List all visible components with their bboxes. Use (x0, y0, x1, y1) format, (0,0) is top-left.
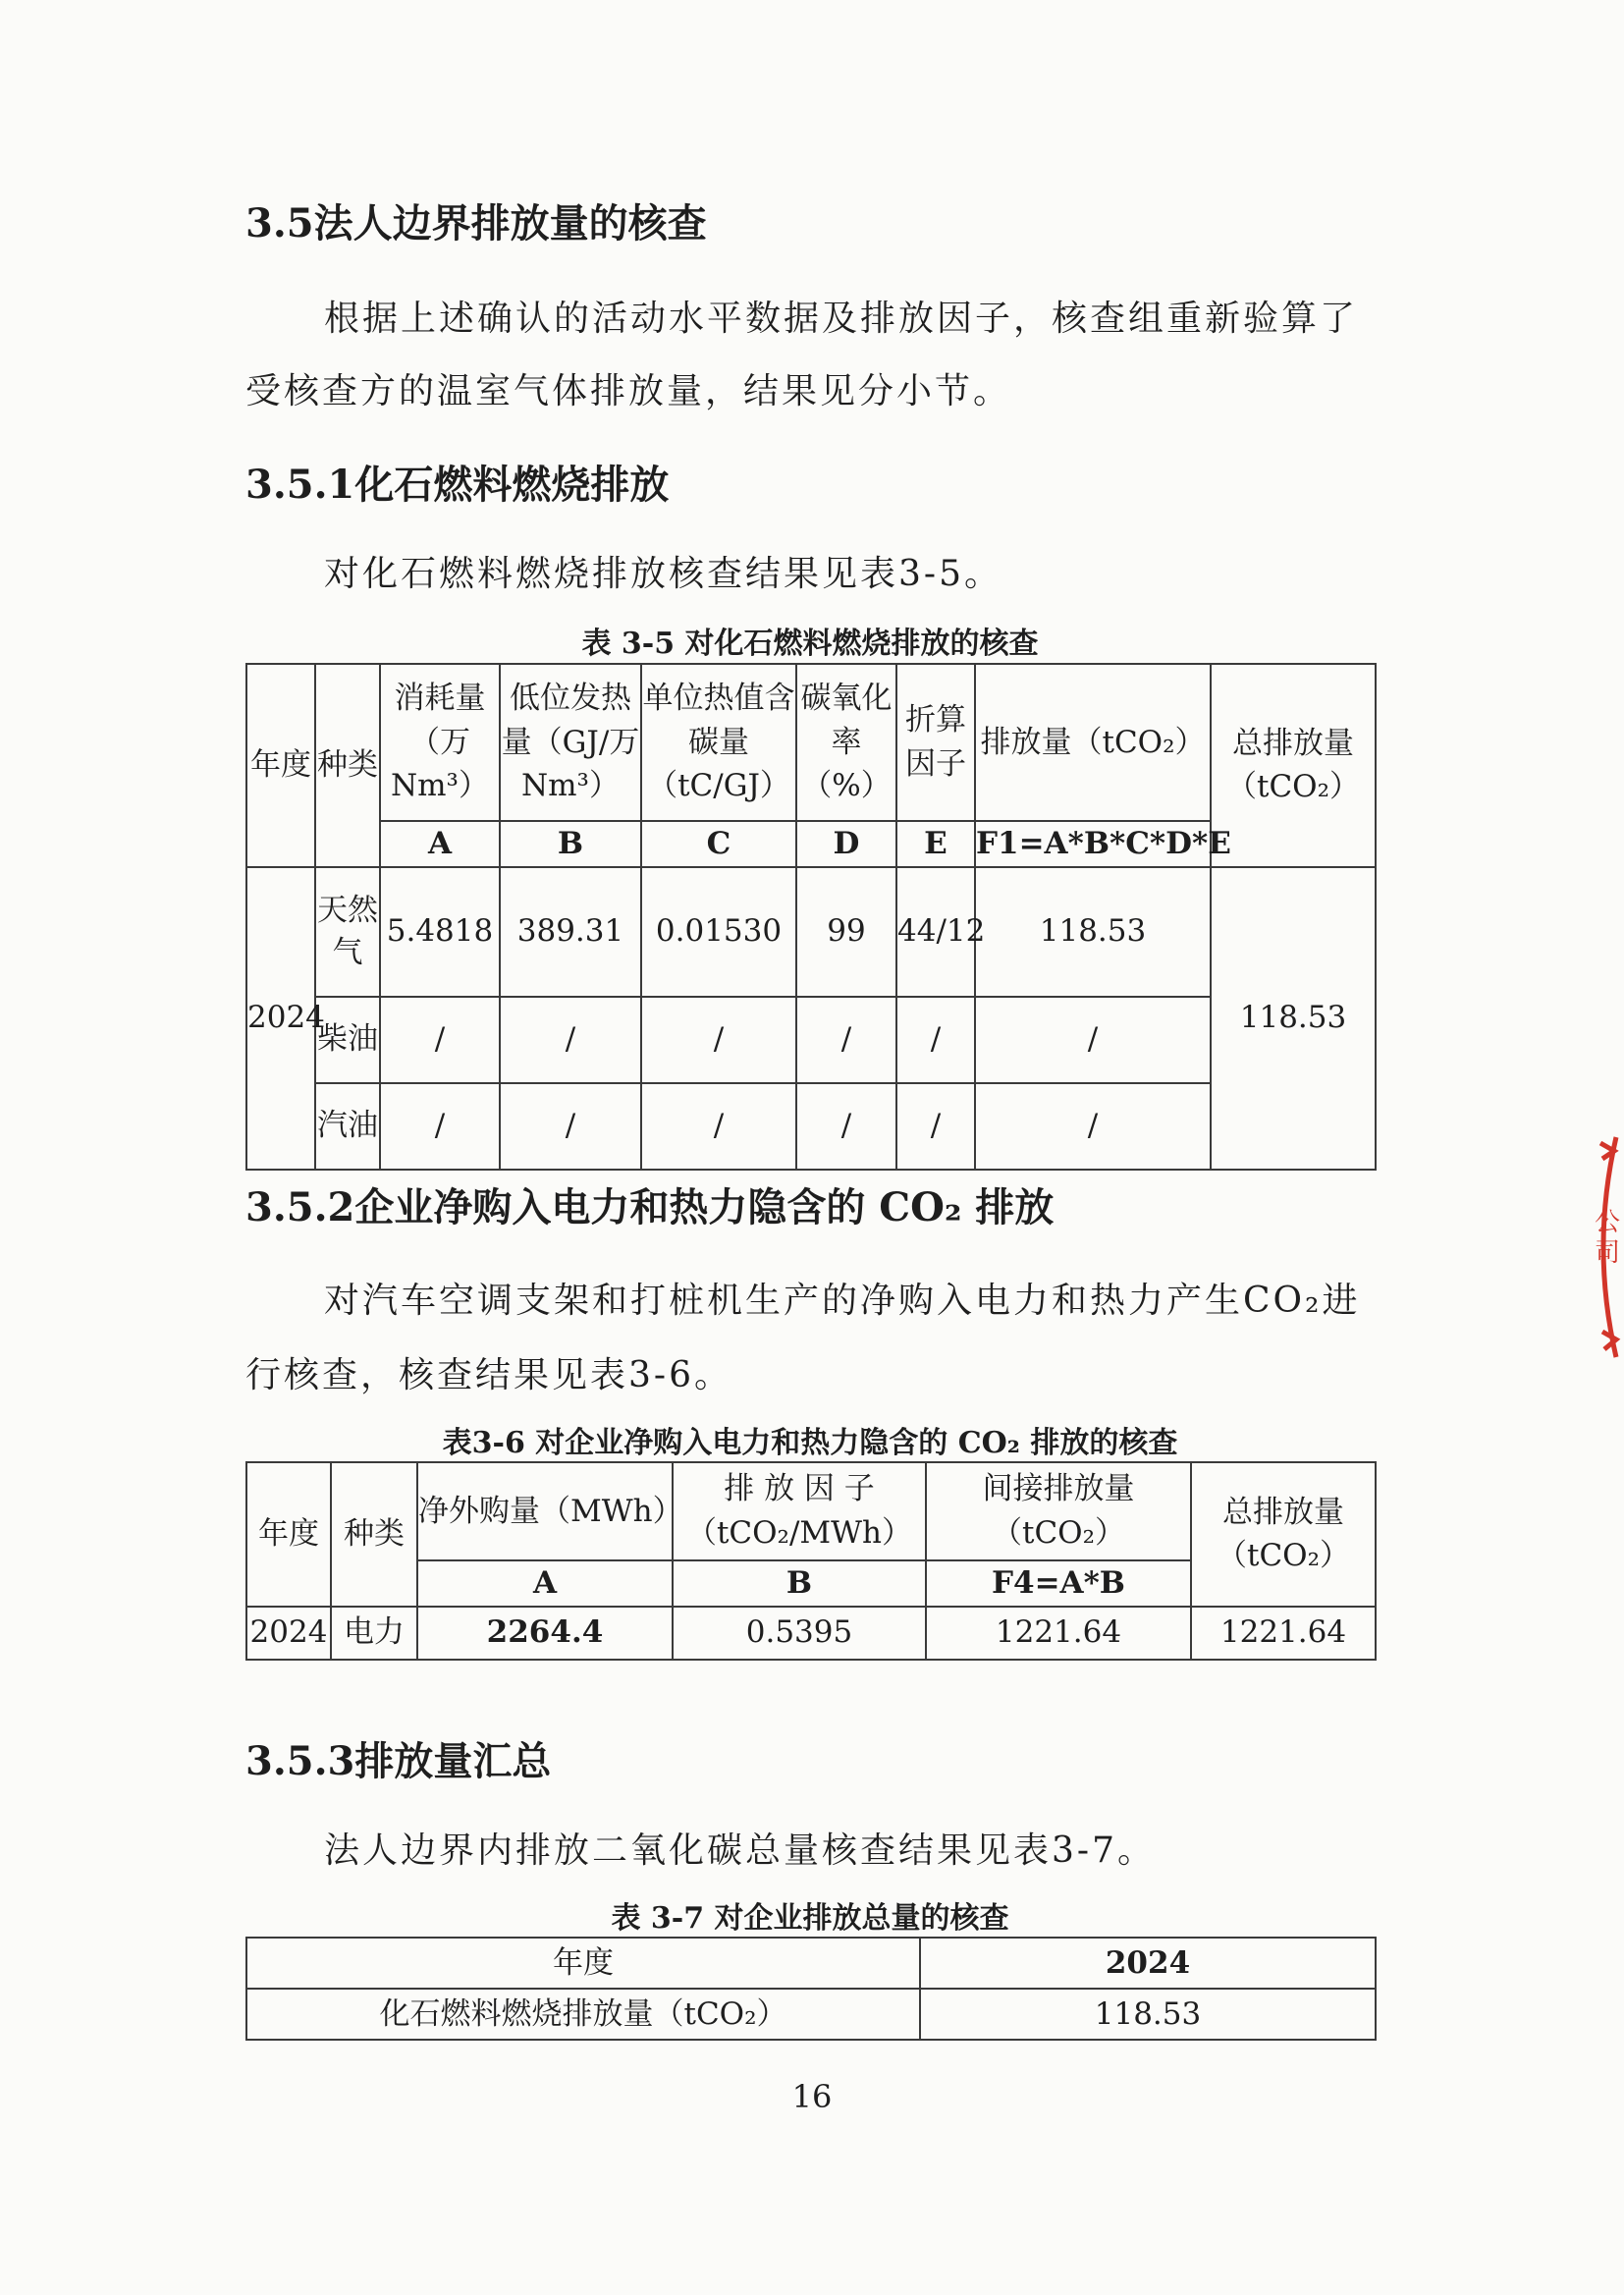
section-3-5-3-paragraph: 法人边界内排放二氧化碳总量核查结果见表3-7。 (324, 1831, 1156, 1871)
code-cell: F4=A*B (926, 1560, 1191, 1607)
code-cell: A (380, 821, 500, 867)
type-cell: 柴油 (315, 997, 380, 1083)
section-3-5-1-title: 3.5.1化石燃料燃烧排放 (245, 462, 670, 508)
value-cell: 99 (796, 867, 896, 997)
header-year: 年度 (246, 1462, 331, 1607)
value-cell: 0.5395 (673, 1607, 926, 1660)
type-cell: 天然气 (315, 867, 380, 997)
section-3-5-2-paragraph-line-2: 行核查，核查结果见表3-6。 (245, 1355, 732, 1395)
value-cell: 44/12 (896, 867, 975, 997)
value-cell: 1221.64 (1191, 1607, 1376, 1660)
value-cell: / (896, 997, 975, 1083)
value-cell: 1221.64 (926, 1607, 1191, 1660)
year-cell: 2024 (246, 1607, 331, 1660)
row-label: 化石燃料燃烧排放量（tCO₂） (246, 1989, 920, 2040)
section-3-5-title: 3.5法人边界排放量的核查 (245, 200, 707, 246)
value-cell: / (500, 997, 641, 1083)
type-cell: 电力 (331, 1607, 417, 1660)
value-cell: / (380, 997, 500, 1083)
year-cell: 2024 (246, 867, 315, 1170)
header-purchase: 净外购量（MWh） (417, 1462, 673, 1560)
section-3-5-paragraph-line-1: 根据上述确认的活动水平数据及排放因子，核查组重新验算了 (324, 299, 1359, 339)
header-indirect: 间接排放量（tCO₂） (926, 1462, 1191, 1560)
header-year: 年度 (246, 664, 315, 867)
value-cell: 389.31 (500, 867, 641, 997)
value-cell: / (500, 1083, 641, 1170)
header-total: 总排放量（tCO₂） (1191, 1462, 1376, 1607)
page-number: 16 (791, 2078, 833, 2115)
table-row (246, 1607, 1376, 1660)
value-cell: / (975, 1083, 1211, 1170)
code-cell: D (796, 821, 896, 867)
header-emission: 排放量（tCO₂） (975, 664, 1211, 821)
table-row (246, 997, 1376, 1083)
table-3-5 (245, 663, 1377, 1171)
section-3-5-1-paragraph: 对化石燃料燃烧排放核查结果见表3-5。 (324, 554, 1002, 594)
table-3-6 (245, 1461, 1377, 1661)
header-type: 种类 (331, 1462, 417, 1607)
header-factor: 排 放 因 子（tCO₂/MWh） (673, 1462, 926, 1560)
value-cell: 5.4818 (380, 867, 500, 997)
table-row (246, 1989, 1376, 2040)
code-cell: E (896, 821, 975, 867)
stamp-text: 公司 (1595, 1208, 1621, 1269)
value-cell: / (796, 1083, 896, 1170)
code-cell: B (500, 821, 641, 867)
value-cell: 118.53 (920, 1989, 1376, 2040)
total-cell: 118.53 (1211, 867, 1376, 1170)
section-3-5-2-paragraph-line-1: 对汽车空调支架和打桩机生产的净购入电力和热力产生CO₂进 (324, 1281, 1361, 1321)
header-oxidation: 碳氧化率（%） (796, 664, 896, 821)
table-3-7-caption: 表 3-7 对企业排放总量的核查 (611, 1901, 1009, 1936)
header-ncv: 低位发热量（GJ/万Nm³） (500, 664, 641, 821)
table-3-7 (245, 1937, 1377, 2041)
header-year: 年度 (246, 1938, 920, 1989)
value-cell: 2264.4 (417, 1607, 673, 1660)
value-cell: / (641, 1083, 796, 1170)
code-cell: A (417, 1560, 673, 1607)
value-cell: / (380, 1083, 500, 1170)
header-type: 种类 (315, 664, 380, 867)
section-3-5-3-title: 3.5.3排放量汇总 (245, 1738, 552, 1784)
header-year-value: 2024 (920, 1938, 1376, 1989)
value-cell: 0.01530 (641, 867, 796, 997)
header-conversion: 折算因子 (896, 664, 975, 821)
table-3-5-caption: 表 3-5 对化石燃料燃烧排放的核查 (581, 627, 1039, 661)
type-cell: 汽油 (315, 1083, 380, 1170)
section-3-5-2-title: 3.5.2企业净购入电力和热力隐含的 CO₂ 排放 (245, 1184, 1055, 1230)
stamp-seal (1581, 1129, 1624, 1365)
value-cell: / (641, 997, 796, 1083)
code-cell: F1=A*B*C*D*E (975, 821, 1211, 867)
code-cell: C (641, 821, 796, 867)
code-cell: B (673, 1560, 926, 1607)
value-cell: / (796, 997, 896, 1083)
value-cell: / (975, 997, 1211, 1083)
table-3-6-caption: 表3-6 对企业净购入电力和热力隐含的 CO₂ 排放的核查 (442, 1426, 1178, 1460)
header-carbon-content: 单位热值含碳量（tC/GJ） (641, 664, 796, 821)
section-3-5-paragraph-line-2: 受核查方的温室气体排放量，结果见分小节。 (245, 371, 1012, 411)
header-total: 总排放量（tCO₂） (1211, 664, 1376, 867)
header-consumption: 消耗量（万Nm³） (380, 664, 500, 821)
table-row (246, 867, 1376, 997)
value-cell: 118.53 (975, 867, 1211, 997)
value-cell: / (896, 1083, 975, 1170)
table-row (246, 1083, 1376, 1170)
